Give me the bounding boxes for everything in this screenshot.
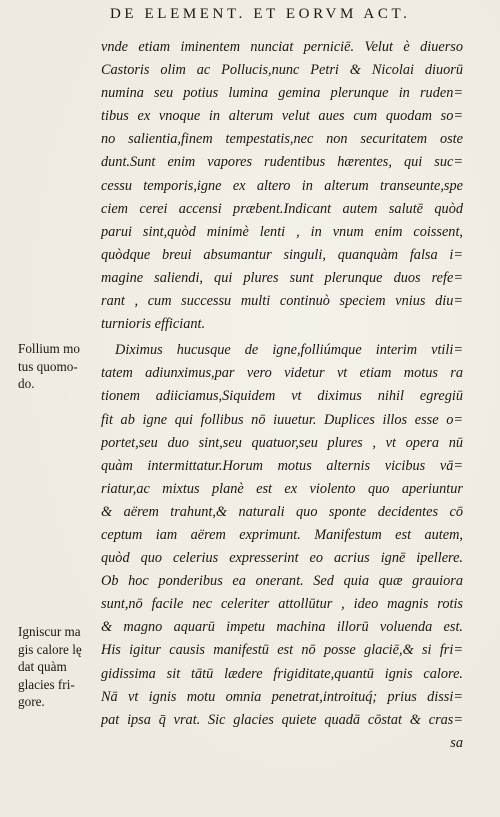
text-line: Ob hoc ponderibus ea onerant. Sed quia quæ grauiora	[101, 573, 463, 590]
text-line: His igitur causis manifestū est nō posse glaciē,& si fri=	[101, 642, 463, 659]
text-line: Diximus hucusque de igne,folliúmque interim vtili=	[115, 342, 463, 359]
marginal-note-ignis	[18, 623, 98, 711]
text-line: fit ab igne qui follibus nō iuuetur. Duplices illos esse o=	[101, 411, 463, 428]
text-line: gidissima sit tātū lædere frigiditate,quantū ignis calore.	[101, 665, 463, 682]
text-line: & aërem trahunt,& naturali quo sponte decidentes cō	[101, 503, 463, 520]
text-line: quàm intermittatur.Horum motus alternis vicibus vā=	[101, 457, 463, 474]
text-line: magine saliendi, qui plures sunt plerunque duos refe=	[101, 269, 463, 286]
running-head: DE ELEMENT. ET EORVM ACT.	[110, 6, 411, 22]
text-line: tibus ex vnoque in alterum velut aues cum quodam so=	[101, 108, 463, 125]
text-line: ciem cerei accensi præbent.Indicant autem salutē quòd	[101, 200, 463, 217]
text-line: riatur,ac mixtus planè est ex violento quo aperiuntur	[101, 480, 463, 497]
main-text-block	[101, 36, 463, 755]
marginal-note-line: dat quàm	[18, 659, 67, 674]
text-line: portet,seu duo sint,seu quatuor,seu plures , vt opera nū	[101, 434, 463, 451]
text-line: parui sint,quòd minimè lenti , in vnum enim coissent,	[101, 223, 463, 240]
marginal-note-follium	[18, 340, 98, 393]
text-line: dunt.Sunt enim vapores rudentibus hærentes, qui suc=	[101, 154, 463, 171]
text-line: quòdque breui absumantur singuli, quanquàm falsa i=	[101, 246, 463, 263]
text-line: & magno aquarū impetu machina illorū voluenda est.	[101, 619, 463, 636]
text-line: pat ipsa q̄ vrat. Sic glacies quiete quadā cōstat & cras=	[101, 711, 463, 728]
marginal-note-line: gore.	[18, 694, 45, 709]
text-line: sunt,nō facile nec celeriter attollūtur , ideo magnis rotis	[101, 596, 463, 613]
text-line: tatem adiunximus,par vero videtur vt etiam motus ra	[101, 365, 463, 382]
marginal-note-line: tus quomo-	[18, 358, 78, 374]
catchword: sa	[450, 734, 463, 751]
marginal-note-line: do.	[18, 376, 35, 391]
text-line: Castoris olim ac Pollucis,nunc Petri & Nicolai diuorū	[101, 62, 463, 79]
text-line: no salientia,finem tempestatis,nec non securitatem oste	[101, 131, 463, 148]
text-line: Nā vt ignis motu omnia penetrat,introituq́; prius dissi=	[101, 688, 463, 705]
marginal-note-line: glacies fri-	[18, 676, 75, 692]
text-line: rant , cum successu multi continuò speciem vnius diu=	[101, 293, 463, 310]
text-line: ceptum iam aërem exprimunt. Manifestum est autem,	[101, 526, 463, 543]
text-line: numina seu potius lumina gemina plerunque in ruden=	[101, 85, 463, 102]
text-line: vnde etiam iminentem nunciat perniciē. Velut è diuerso	[101, 39, 463, 55]
text-line: turnioris efficiant.	[101, 316, 206, 333]
text-line: tionem adiiciamus,Siquidem vt diximus nihil egregiū	[101, 388, 463, 405]
marginal-note-line: Igniscur ma	[18, 624, 81, 639]
marginal-note-line: Follium mo	[18, 341, 80, 356]
text-line: quòd quo celerius expresserint eo acrius ignē ipellere.	[101, 550, 463, 567]
text-line: cessu temporis,igne ex altero in alterum transeunte,spe	[101, 177, 463, 194]
marginal-note-line: gis calore lę	[18, 641, 82, 657]
